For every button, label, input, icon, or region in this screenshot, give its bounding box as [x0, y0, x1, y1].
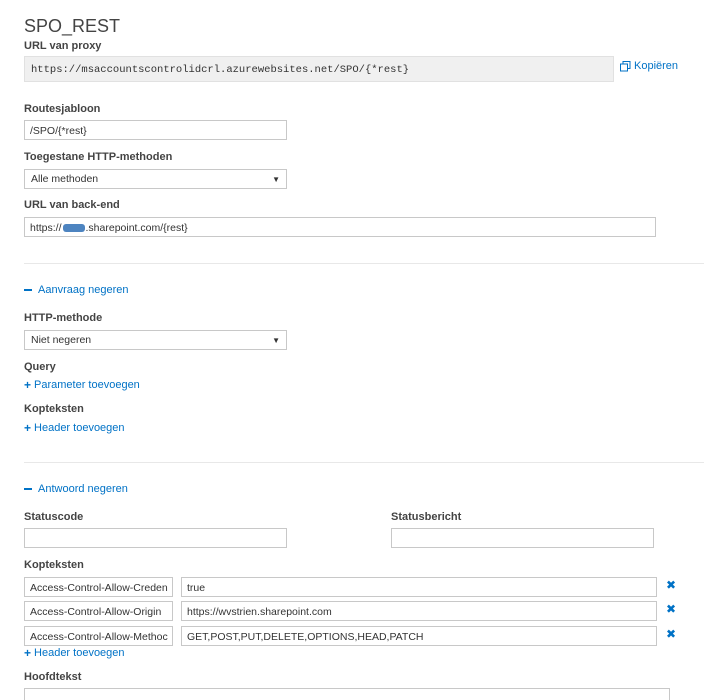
add-parameter-label: Parameter toevoegen	[34, 379, 140, 391]
http-method-label: HTTP-methode	[24, 312, 103, 324]
delete-icon[interactable]: ✖	[666, 602, 677, 616]
add-response-header-label: Header toevoegen	[34, 647, 125, 659]
body-textarea[interactable]	[24, 688, 670, 700]
query-label: Query	[24, 361, 56, 373]
backend-url-input[interactable]	[24, 217, 656, 237]
add-request-header-label: Header toevoegen	[34, 422, 125, 434]
http-method-value: Niet negeren	[31, 334, 92, 346]
request-override-toggle[interactable]	[24, 284, 129, 296]
status-message-label: Statusbericht	[391, 511, 462, 523]
collapse-icon	[24, 488, 32, 490]
copy-button-label: Kopiëren	[634, 60, 679, 72]
proxy-url-label: URL van proxy	[24, 40, 102, 52]
status-code-input[interactable]	[24, 528, 287, 548]
plus-icon: +	[24, 421, 32, 435]
plus-icon: +	[24, 378, 32, 392]
header-name-input[interactable]: Access-Control-Allow-Origin	[24, 601, 173, 621]
http-method-select[interactable]	[24, 330, 287, 350]
section-divider	[24, 263, 704, 264]
response-headers-label: Kopteksten	[24, 559, 84, 571]
status-message-input[interactable]	[391, 528, 654, 548]
route-template-label: Routesjabloon	[24, 103, 101, 115]
request-headers-label: Kopteksten	[24, 403, 84, 415]
redacted-block	[63, 224, 85, 232]
response-override-toggle[interactable]	[24, 483, 128, 495]
delete-icon[interactable]: ✖	[666, 578, 677, 592]
backend-url-label: URL van back-end	[24, 199, 120, 211]
response-override-label: Antwoord negeren	[38, 483, 128, 495]
chevron-down-icon: ▼	[272, 174, 280, 184]
plus-icon: +	[24, 646, 32, 660]
add-response-header-link[interactable]	[24, 646, 125, 660]
header-value-input[interactable]: GET,POST,PUT,DELETE,OPTIONS,HEAD,PATCH	[181, 626, 657, 646]
backend-url-suffix: .sharepoint.com/{rest}	[85, 222, 188, 234]
allowed-methods-label: Toegestane HTTP-methoden	[24, 151, 173, 163]
header-value-input[interactable]: https://wvstrien.sharepoint.com	[181, 601, 657, 621]
collapse-icon	[24, 289, 32, 291]
section-divider	[24, 462, 704, 463]
add-request-header-link[interactable]	[24, 421, 125, 435]
copy-button[interactable]	[620, 60, 678, 72]
route-template-input[interactable]: /SPO/{*rest}	[24, 120, 287, 140]
add-parameter-link[interactable]	[24, 378, 140, 392]
header-name-input[interactable]: Access-Control-Allow-Creden	[24, 577, 173, 597]
request-override-label: Aanvraag negeren	[38, 284, 129, 296]
copy-icon	[620, 61, 631, 72]
header-value-input[interactable]: true	[181, 577, 657, 597]
backend-url-prefix: https://	[30, 222, 62, 234]
body-label: Hoofdtekst	[24, 671, 82, 683]
allowed-methods-value: Alle methoden	[31, 173, 99, 185]
status-code-label: Statuscode	[24, 511, 84, 523]
proxy-url-field: https://msaccountscontrolidcrl.azurewebsites.net/SPO/{*rest}	[24, 56, 614, 82]
chevron-down-icon: ▼	[272, 335, 280, 345]
delete-icon[interactable]: ✖	[666, 627, 677, 641]
header-name-input[interactable]: Access-Control-Allow-Methoc	[24, 626, 173, 646]
allowed-methods-select[interactable]	[24, 169, 287, 189]
page-title: SPO_REST	[24, 16, 121, 36]
